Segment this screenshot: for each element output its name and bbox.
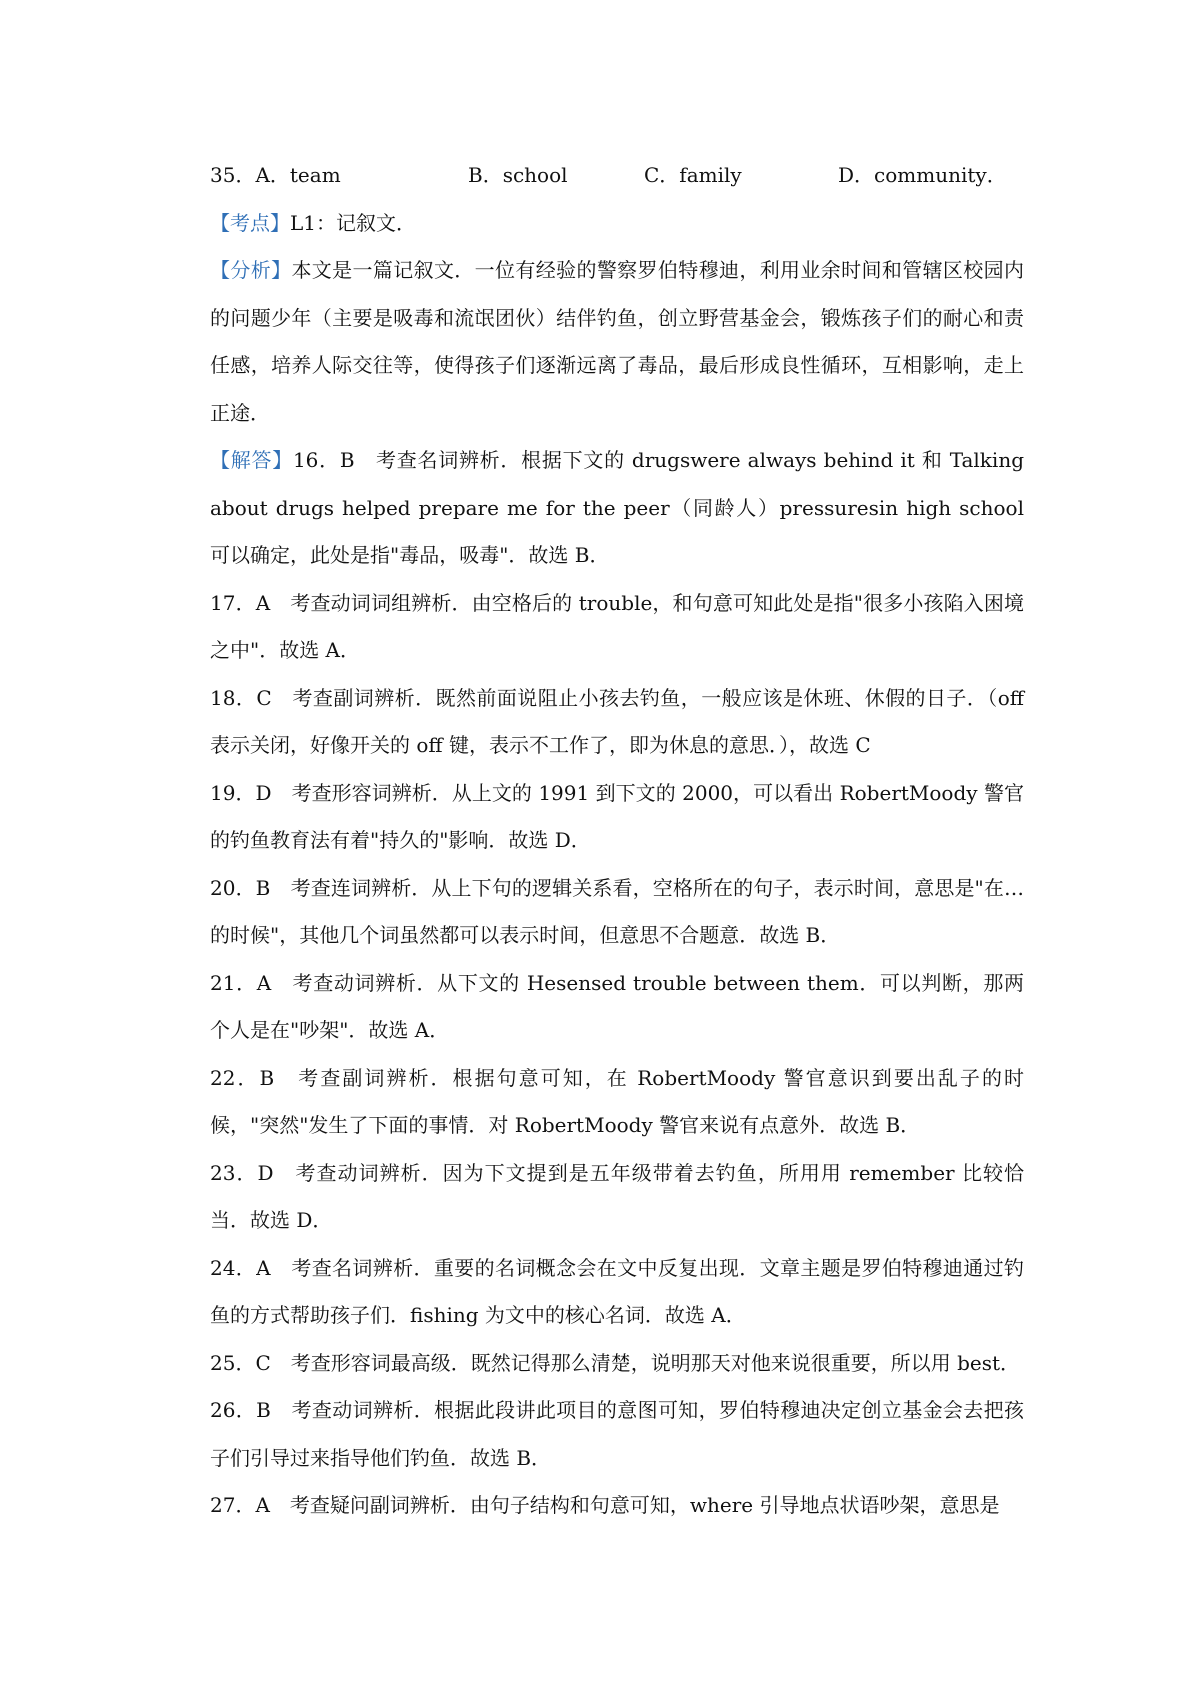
jieda-text: 16．B 考查名词辨析．根据下文的 drugswere always behind it 和 Talking about drugs helped prepare me for the peer（同龄人）pressuresin high school 可以确定，此处是指"毒品，吸毒"．故选 B． [210, 448, 1025, 567]
option-d: D．community． [838, 163, 1007, 187]
option-c: C．family [644, 163, 742, 187]
answer-25: 25．C 考查形容词最高级．既然记得那么清楚，说明那天对他来说很重要，所以用 best． [210, 1350, 1021, 1375]
question-35-options [210, 152, 1024, 200]
answer-26: 26．B 考查动词辨析．根据此段讲此项目的意图可知，罗伯特穆迪决定创立基金会去把孩子们引导过来指导他们钓鱼．故选 B． [210, 1398, 1024, 1470]
answer-27: 27．A 考查疑问副词辨析．由句子结构和句意可知，where 引导地点状语吵架，意思是 [210, 1493, 1000, 1517]
fenxi-text: 本文是一篇记叙文．一位有经验的警察罗伯特穆迪，利用业余时间和管辖区校园内的问题少年（主要是吸毒和流氓团伙）结伴钓鱼，创立野营基金会，锻炼孩子们的耐心和责任感，培养人际交往等，使得孩子们逐渐远离了毒品，最后形成良性循环，互相影响，走上正途． [210, 258, 1025, 425]
answer-19: 19．D 考查形容词辨析．从上文的 1991 到下文的 2000，可以看出 RobertMoody 警官的钓鱼教育法有着"持久的"影响．故选 D． [210, 780, 1024, 852]
kaodian-section [210, 200, 1024, 248]
answer-21: 21．A 考查动词辨析．从下文的 Hesensed trouble between them．可以判断，那两个人是在"吵架"．故选 A． [210, 970, 1024, 1042]
answer-20: 20．B 考查连词辨析．从上下句的逻辑关系看，空格所在的句子，表示时间，意思是"在…的时候"，其他几个词虽然都可以表示时间，但意思不合题意．故选 B． [210, 875, 1024, 947]
kaodian-text: L1：记叙文． [290, 210, 417, 235]
answer-22: 22．B 考查副词辨析．根据句意可知，在 RobertMoody 警官意识到要出乱子的时候，"突然"发生了下面的事情．对 RobertMoody 警官来说有点意外．故选 B． [210, 1065, 1024, 1137]
jieda-section [210, 437, 1024, 580]
fenxi-section [210, 247, 1024, 437]
kaodian-tag: 【考点】 [210, 210, 290, 235]
answer-analysis-content [210, 152, 1024, 1530]
option-a: 35．A．team [210, 163, 341, 187]
jieda-tag: 【解答】 [210, 448, 293, 472]
answer-17: 17．A 考查动词词组辨析．由空格后的 trouble，和句意可知此处是指"很多小孩陷入困境之中"．故选 A． [210, 590, 1024, 662]
answer-24: 24．A 考查名词辨析．重要的名词概念会在文中反复出现．文章主题是罗伯特穆迪通过钓鱼的方式帮助孩子们．fishing 为文中的核心名词．故选 A． [210, 1255, 1024, 1327]
answer-23: 23．D 考查动词辨析．因为下文提到是五年级带着去钓鱼，所用用 remember 比较恰当．故选 D． [210, 1160, 1024, 1232]
answer-18: 18．C 考查副词辨析．既然前面说阻止小孩去钓鱼，一般应该是休班、休假的日子．（off 表示关闭，好像开关的 off 键，表示不工作了，即为休息的意思．），故选 C [210, 685, 1024, 757]
fenxi-tag: 【分析】 [210, 258, 292, 282]
option-b: B．school [468, 163, 568, 187]
